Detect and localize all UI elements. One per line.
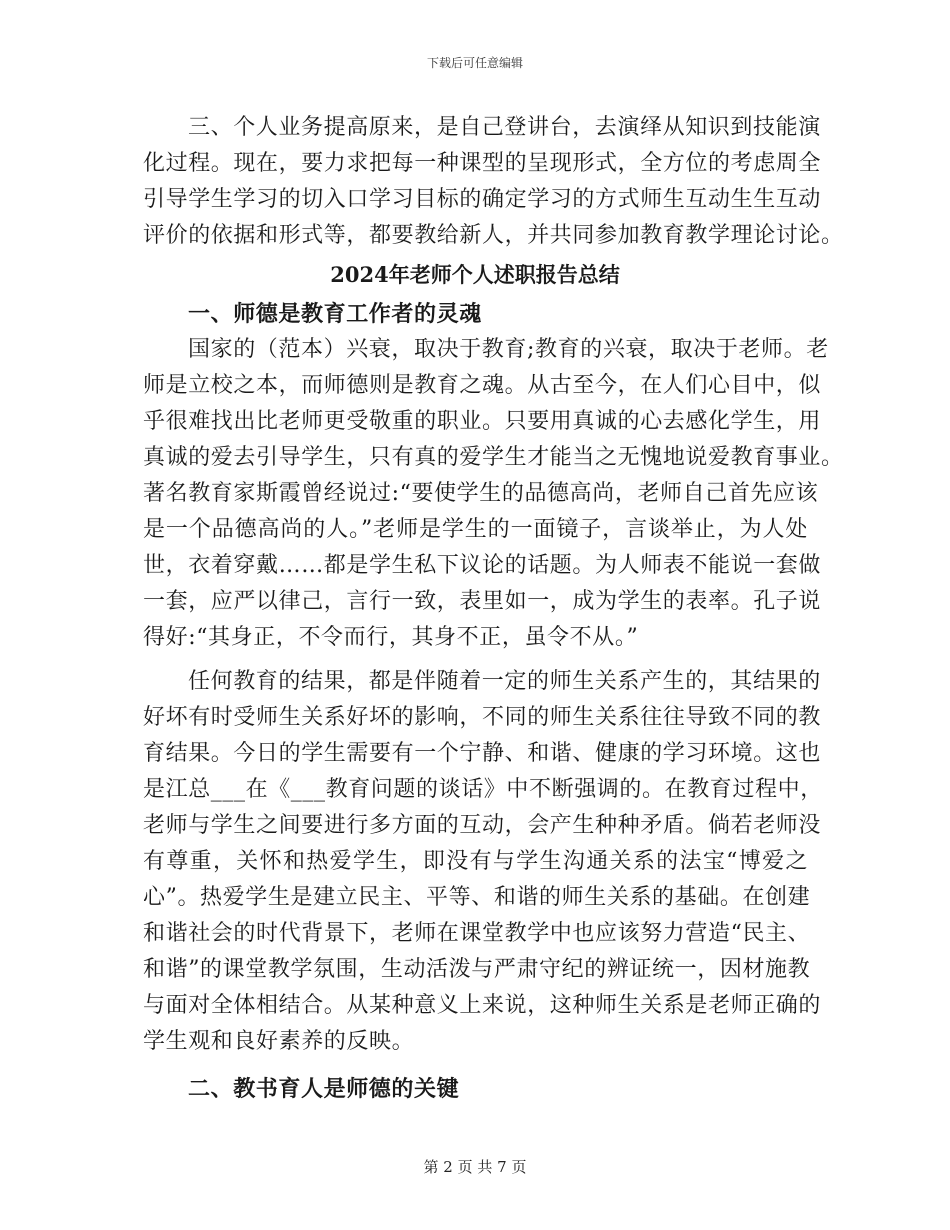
section-heading: 二、教书育人是师德的关键	[188, 1076, 460, 1102]
intro-line: 引导学生学习的切入口学习目标的确定学习的方式师生互动生生互动	[143, 187, 822, 212]
paragraph-line: 世，衣着穿戴……都是学生私下议论的话题。为人师表不能说一套做	[143, 553, 822, 578]
section-heading: 一、师德是教育工作者的灵魂	[188, 301, 482, 327]
paragraph-line: 老师与学生之间要进行多方面的互动，会产生种种矛盾。倘若老师没	[143, 813, 822, 838]
intro-line: 化过程。现在，要力求把每一种课型的呈现形式，全方位的考虑周全	[143, 151, 822, 176]
paragraph-line: 和谐社会的时代背景下，老师在课堂教学中也应该努力营造“民主、	[143, 921, 811, 946]
paragraph-line: 著名教育家斯霞曾经说过:“要使学生的品德高尚，老师自己首先应该	[143, 481, 819, 506]
paragraph-line: 学生观和良好素养的反映。	[143, 1029, 415, 1054]
paragraph-line: 有尊重，关怀和热爱学生，即没有与学生沟通关系的法宝“博爱之	[143, 849, 808, 874]
paragraph-line: 是一个品德高尚的人。”老师是学生的一面镜子，言谈举止，为人处	[143, 517, 808, 542]
intro-line: 三、个人业务提高原来，是自己登讲台，去演绎从知识到技能演	[188, 115, 821, 140]
paragraph-line: 师是立校之本，而师德则是教育之魂。从古至今，在人们心目中，似	[143, 373, 822, 398]
paragraph-line: 任何教育的结果，都是伴随着一定的师生关系产生的，其结果的	[188, 669, 821, 694]
paragraph-line: 一套，应严以律己，言行一致，表里如一，成为学生的表率。孔子说	[143, 589, 822, 614]
intro-line: 评价的依据和形式等，都要教给新人，并共同参加教育教学理论讨论。	[143, 223, 844, 248]
paragraph-line: 是江总___在《___教育问题的谈话》中不断强调的。在教育过程中，	[143, 777, 823, 802]
paragraph-line: 和谐”的课堂教学氛围，生动活泼与严肃守纪的辨证统一，因材施教	[143, 957, 811, 982]
page-header: 下载后可任意编辑	[426, 56, 523, 70]
paragraph-line: 与面对全体相结合。从某种意义上来说，这种师生关系是老师正确的	[143, 993, 822, 1018]
paragraph-line: 得好:“其身正，不令而行，其身不正，虽令不从。”	[143, 625, 639, 650]
paragraph-line: 真诚的爱去引导学生，只有真的爱学生才能当之无愧地说爱教育事业。	[143, 445, 844, 470]
document-title: 2024年老师个人述职报告总结	[330, 262, 620, 287]
page-number: 第 2 页 共 7 页	[423, 1158, 527, 1176]
paragraph-line: 心”。热爱学生是建立民主、平等、和谐的师生关系的基础。在创建	[143, 885, 811, 910]
paragraph-line: 育结果。今日的学生需要有一个宁静、和谐、健康的学习环境。这也	[143, 741, 822, 766]
paragraph-line: 好坏有时受师生关系好坏的影响，不同的师生关系往往导致不同的教	[143, 705, 822, 730]
paragraph-line: 国家的（范本）兴衰，取决于教育;教育的兴衰，取决于老师。老	[188, 337, 829, 362]
paragraph-line: 乎很难找出比老师更受敬重的职业。只要用真诚的心去感化学生，用	[143, 409, 822, 434]
